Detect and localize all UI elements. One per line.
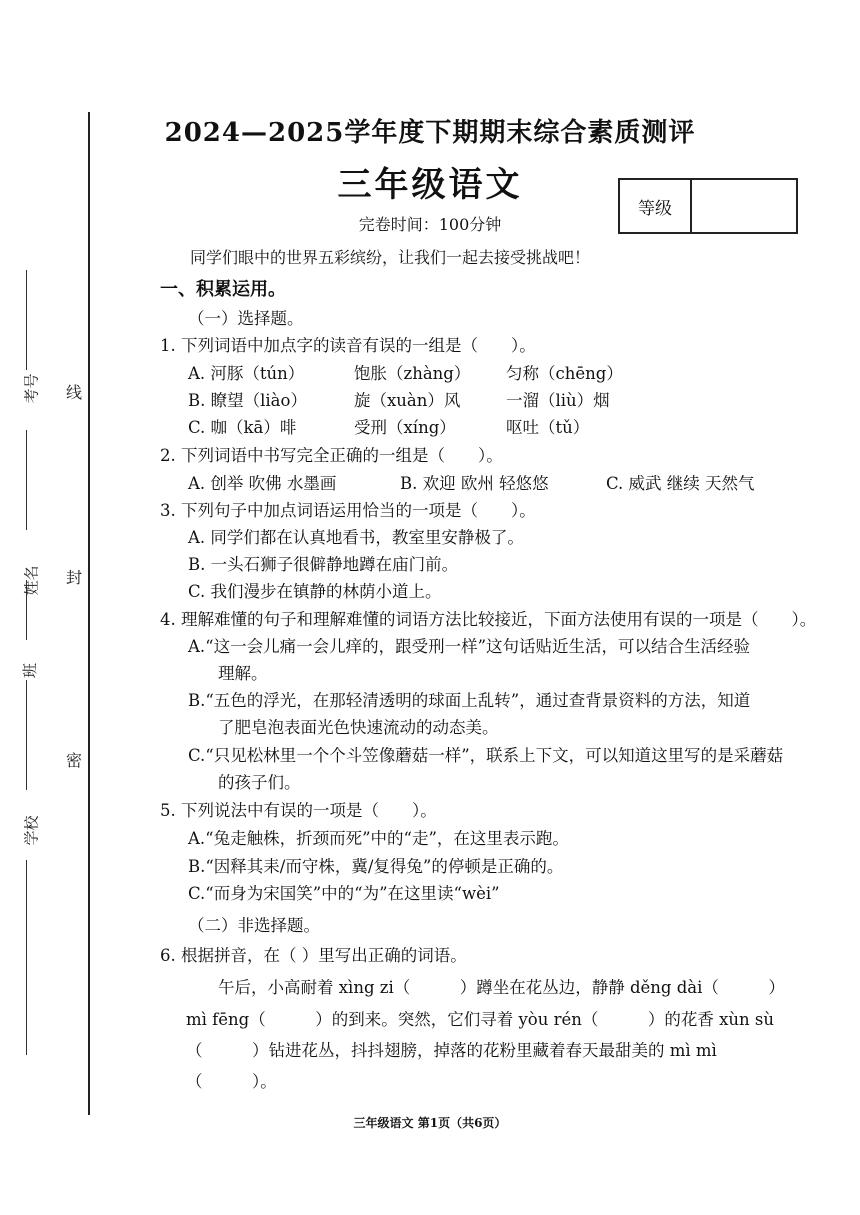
q1-b3: 一溜（liù）烟 [506,391,610,410]
q6-stem: 6. 根据拼音，在（ ）里写出正确的词语。 [160,946,467,965]
q1-a1: A. 河豚（tún） [188,364,305,383]
q4-option-a-line1: A.“这一会儿痛一会儿痒的，跟受刑一样”这句话贴近生活，可以结合生活经验 [188,637,751,656]
q6-line-3: （ ）钻进花丛，抖抖翅膀，掉落的花粉里藏着春天最甜美的 mì mì [186,1041,717,1060]
binding-rule-xuexiao-bottom [26,860,27,1055]
q1-b2: 旋（xuàn）风 [354,391,461,410]
exam-subtitle: 三年级语文 [337,165,523,205]
grade-blank [692,180,796,232]
q4-stem: 4. 理解难懂的句子和理解难懂的词语方法比较接近，下面方法使用有误的一项是（ ）。 [160,610,817,629]
binding-rule-kaohao [26,270,27,370]
q5-option-a: A.“兔走触株，折颈而死”中的“走”，在这里表示跑。 [188,829,569,848]
part-1-heading: （一）选择题。 [188,309,304,328]
q2-option-a: A. 创举 吹佛 水墨画 [188,474,337,493]
q6-line-4: （ ）。 [186,1072,277,1091]
binding-xuexiao-label: 学校 [22,815,41,846]
q1-a2: 饱胀（zhàng） [354,364,471,383]
part-2-heading: （二）非选择题。 [188,916,320,935]
page-footer: 三年级语文 第1页（共6页） [353,1116,507,1130]
q1-stem: 1. 下列词语中加点字的读音有误的一组是（ ）。 [160,336,536,355]
q1-c1: C. 咖（kā）啡 [188,418,297,437]
q4-option-b-line1: B.“五色的浮光，在那轻清透明的球面上乱转”，通过查背景资料的方法，知道 [188,691,751,710]
binding-rule-xuexiao-top [26,680,27,790]
q2-stem: 2. 下列词语中书写完全正确的一组是（ ）。 [160,446,503,465]
q4-option-c-line2: 的孩子们。 [218,773,301,792]
binding-margin-line [88,112,90,1115]
q1-a3: 匀称（chēng） [506,364,623,383]
q3-stem: 3. 下列句子中加点词语运用恰当的一项是（ ）。 [160,501,536,520]
binding-xian-mark: 线 [66,383,83,402]
intro-text: 同学们眼中的世界五彩缤纷，让我们一起去接受挑战吧！ [190,248,591,267]
q5-option-c: C.“而身为宋国笑”中的“为”在这里读“wèi” [188,884,500,903]
q2-option-b: B. 欢迎 欧州 轻悠悠 [400,474,549,493]
grade-box [618,178,798,234]
q3-option-a: A. 同学们都在认真地看书，教室里安静极了。 [188,528,524,547]
section-1-heading: 一、积累运用。 [160,279,286,300]
q4-option-a-line2: 理解。 [218,664,268,683]
q3-option-c: C. 我们漫步在镇静的林荫小道上。 [188,582,442,601]
q1-c3: 呕吐（tǔ） [506,418,590,437]
exam-title: 2024—2025学年度下期期末综合素质测评 [164,118,696,148]
q4-option-c-line1: C.“只见松林里一个个斗笠像蘑菇一样”，联系上下文，可以知道这里写的是采蘑菇 [188,746,784,765]
binding-xingming-label: 姓名 [22,565,41,596]
binding-kaohao-label: 考号 [22,373,41,404]
q6-line-1: 午后，小高耐着 xìng zi（ ）蹲坐在花丛边，静静 děng dài（ ） [218,978,785,997]
binding-feng-mark: 封 [66,568,83,587]
q5-stem: 5. 下列说法中有误的一项是（ ）。 [160,801,437,820]
exam-time: 完卷时间：100分钟 [358,215,502,234]
q4-option-b-line2: 了肥皂泡表面光色快速流动的动态美。 [218,718,499,737]
grade-label: 等级 [620,180,692,232]
binding-mi-mark: 密 [66,751,83,770]
q6-line-2: mì fēng（ ）的到来。突然，它们寻着 yòu rén（ ）的花香 xùn sù [186,1010,775,1029]
q3-option-b: B. 一头石狮子很僻静地蹲在庙门前。 [188,555,459,574]
binding-rule-xingming [26,430,27,530]
q1-c2: 受刑（xíng） [354,418,456,437]
q5-option-b: B.“因释其耒/而守株，冀/复得兔”的停顿是正确的。 [188,857,564,876]
q2-option-c: C. 威武 继续 天然气 [606,474,755,493]
binding-ban-label: 班 [21,662,40,679]
q1-b1: B. 瞭望（liào） [188,391,307,410]
